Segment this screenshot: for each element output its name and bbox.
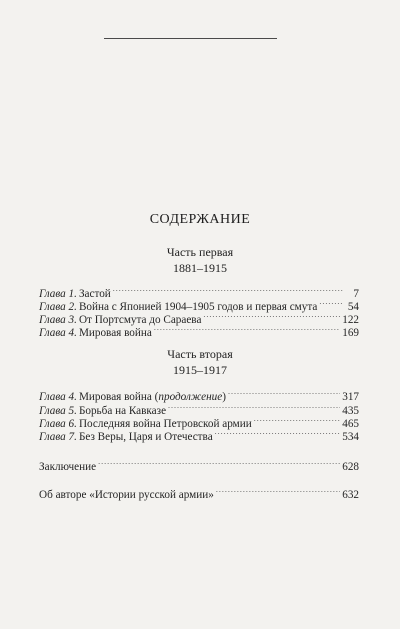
chapter-title: Застой [78, 288, 111, 300]
toc-entry-about-author[interactable] [39, 484, 359, 501]
toc-entry[interactable] [39, 386, 359, 403]
toc-entry[interactable] [39, 322, 359, 339]
page-number: 534 [342, 431, 359, 443]
page-number: 632 [342, 489, 359, 501]
part-one-years: 1881–1915 [173, 261, 227, 275]
chapter-number: Глава 3. [39, 314, 77, 326]
chapter-number: Глава 7. [39, 431, 77, 443]
page-number: 317 [342, 391, 359, 403]
entry-title: Об авторе «Истории русской армии» [39, 489, 214, 501]
part-one-title: Часть первая [166, 245, 234, 259]
top-rule [104, 38, 277, 39]
toc-entry[interactable] [39, 309, 359, 326]
page-number: 628 [342, 461, 359, 473]
toc-entry[interactable] [39, 400, 359, 417]
chapter-number: Глава 4. [39, 327, 77, 339]
contents-heading: СОДЕРЖАНИЕ [149, 212, 251, 227]
chapter-title: Без Веры, Царя и Отечества [78, 431, 213, 443]
chapter-title: Война с Японией 1904–1905 годов и первая смута [78, 301, 318, 313]
toc-entry[interactable] [39, 413, 359, 430]
page-number: 54 [347, 301, 359, 313]
page-number: 169 [342, 327, 359, 339]
page-number: 122 [342, 314, 359, 326]
dot-leader [215, 426, 341, 440]
toc-entry[interactable] [39, 426, 359, 443]
dot-leader [168, 400, 340, 414]
page-number: 465 [342, 418, 359, 430]
part-two-title: Часть вторая [167, 347, 233, 361]
chapter-title: Мировая война [78, 327, 152, 339]
dot-leader [203, 309, 340, 323]
chapter-number: Глава 1. [39, 288, 77, 300]
chapter-title: Последняя война Петровской армии [78, 418, 252, 430]
dot-leader [216, 484, 340, 498]
dot-leader [319, 296, 343, 310]
chapter-number: Глава 6. [39, 418, 77, 430]
dot-leader [228, 386, 340, 400]
toc-entry[interactable] [39, 296, 359, 313]
part-two-years: 1915–1917 [173, 363, 227, 377]
dot-leader [113, 283, 343, 297]
entry-title: Заключение [39, 461, 97, 473]
chapter-number: Глава 2. [39, 301, 77, 313]
toc-entry[interactable] [39, 283, 359, 300]
chapter-title: Мировая война (продолжение) [78, 391, 226, 403]
chapter-number: Глава 5. [39, 405, 77, 417]
page-number: 7 [353, 288, 359, 300]
dot-leader [154, 322, 340, 336]
toc-entry-conclusion[interactable] [39, 456, 359, 473]
chapter-title: От Портсмута до Сараева [78, 314, 202, 326]
dot-leader [98, 456, 340, 470]
page-number: 435 [342, 405, 359, 417]
dot-leader [254, 413, 341, 427]
chapter-number: Глава 4. [39, 391, 77, 403]
chapter-title: Борьба на Кавказе [78, 405, 167, 417]
